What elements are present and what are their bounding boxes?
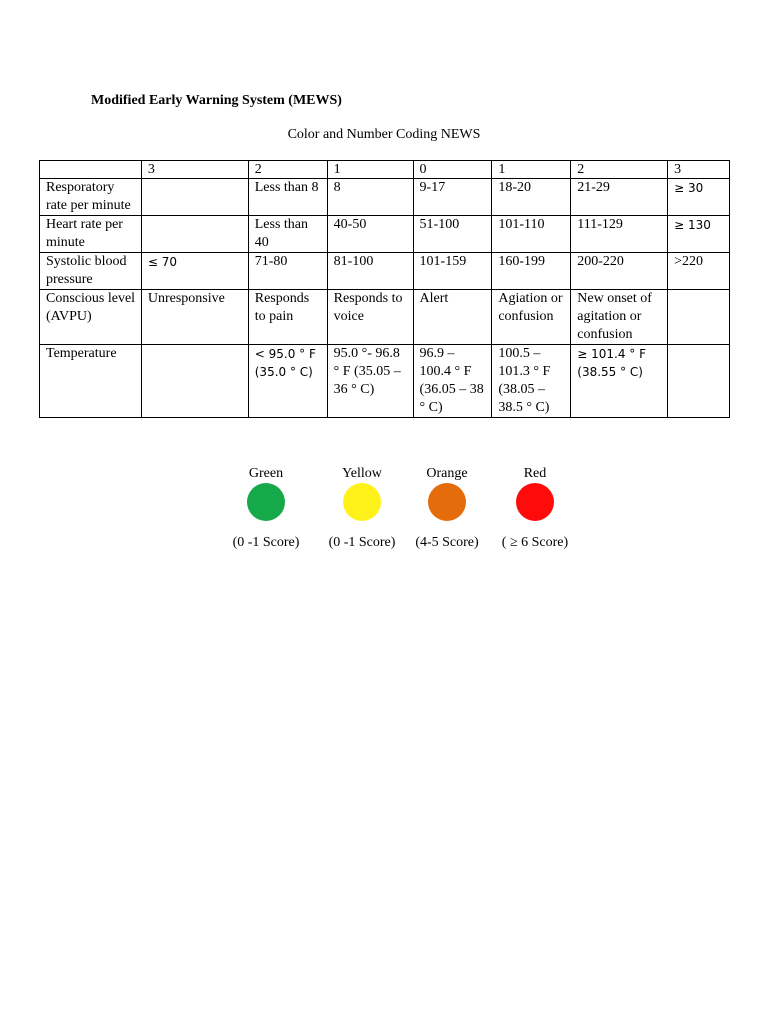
header-cell: 2 xyxy=(571,161,668,179)
yellow-dot-icon xyxy=(343,483,381,521)
table-cell: 100.5 – 101.3 ° F (38.05 – 38.5 ° C) xyxy=(492,345,571,418)
table-cell: 96.9 – 100.4 ° F (36.05 – 38 ° C) xyxy=(413,345,492,418)
red-dot-icon xyxy=(516,483,554,521)
table-cell: 101-159 xyxy=(413,253,492,290)
table-cell xyxy=(141,179,248,216)
table-cell: ≤ 70 xyxy=(141,253,248,290)
table-cell: 51-100 xyxy=(413,216,492,253)
table-cell: ≥ 101.4 ° F (38.55 ° C) xyxy=(571,345,668,418)
legend-red xyxy=(495,465,575,552)
table-cell: ≥ 30 xyxy=(668,179,730,216)
table-cell xyxy=(668,290,730,345)
legend-label: Green xyxy=(248,466,284,481)
table-cell: Responds to voice xyxy=(327,290,413,345)
table-cell: 8 xyxy=(327,179,413,216)
table-cell: 40-50 xyxy=(327,216,413,253)
header-cell: 1 xyxy=(327,161,413,179)
table-cell: 9-17 xyxy=(413,179,492,216)
header-cell xyxy=(40,161,142,179)
legend-label: Orange xyxy=(426,466,468,481)
parameter-cell: Heart rate per minute xyxy=(40,216,142,253)
table-cell: ≥ 130 xyxy=(668,216,730,253)
table-row xyxy=(40,179,730,216)
table-row xyxy=(40,253,730,290)
table-cell: >220 xyxy=(668,253,730,290)
table-cell xyxy=(141,345,248,418)
legend-score: (0 -1 Score) xyxy=(328,535,396,550)
table-cell: Agiation or confusion xyxy=(492,290,571,345)
table-cell: 81-100 xyxy=(327,253,413,290)
table-cell: 95.0 °- 96.8 ° F (35.05 – 36 ° C) xyxy=(327,345,413,418)
table-cell: New onset of agitation or confusion xyxy=(571,290,668,345)
header-cell: 0 xyxy=(413,161,492,179)
table-cell: < 95.0 ° F (35.0 ° C) xyxy=(248,345,327,418)
table-cell: 18-20 xyxy=(492,179,571,216)
parameter-cell: Systolic blood pressure xyxy=(40,253,142,290)
score-header-row xyxy=(40,161,730,179)
table-cell: 200-220 xyxy=(571,253,668,290)
table-cell: 21-29 xyxy=(571,179,668,216)
parameter-cell: Temperature xyxy=(40,345,142,418)
green-dot-icon xyxy=(247,483,285,521)
document-subtitle: Color and Number Coding NEWS xyxy=(287,127,481,142)
legend-green xyxy=(226,465,306,552)
legend-label: Yellow xyxy=(342,466,382,481)
legend-orange xyxy=(407,465,487,552)
table-cell: Less than 8 xyxy=(248,179,327,216)
legend-score: (0 -1 Score) xyxy=(232,535,300,550)
table-row xyxy=(40,345,730,418)
document-title: Modified Early Warning System (MEWS) xyxy=(91,93,342,108)
parameter-cell: Conscious level (AVPU) xyxy=(40,290,142,345)
orange-dot-icon xyxy=(428,483,466,521)
legend-score: ( ≥ 6 Score) xyxy=(501,535,569,550)
table-cell: 71-80 xyxy=(248,253,327,290)
table-cell: 111-129 xyxy=(571,216,668,253)
legend-yellow xyxy=(322,465,402,552)
header-cell: 2 xyxy=(248,161,327,179)
legend-label: Red xyxy=(523,466,547,481)
table-cell: Responds to pain xyxy=(248,290,327,345)
parameter-cell: Resporatory rate per minute xyxy=(40,179,142,216)
table-cell: Alert xyxy=(413,290,492,345)
table-cell: 160-199 xyxy=(492,253,571,290)
table-row xyxy=(40,216,730,253)
legend-score: (4-5 Score) xyxy=(415,535,479,550)
table-cell: Less than 40 xyxy=(248,216,327,253)
table-cell xyxy=(141,216,248,253)
mews-table xyxy=(39,160,730,418)
table-cell xyxy=(668,345,730,418)
table-cell: 101-110 xyxy=(492,216,571,253)
header-cell: 3 xyxy=(668,161,730,179)
header-cell: 1 xyxy=(492,161,571,179)
table-row xyxy=(40,290,730,345)
table-cell: Unresponsive xyxy=(141,290,248,345)
header-cell: 3 xyxy=(141,161,248,179)
